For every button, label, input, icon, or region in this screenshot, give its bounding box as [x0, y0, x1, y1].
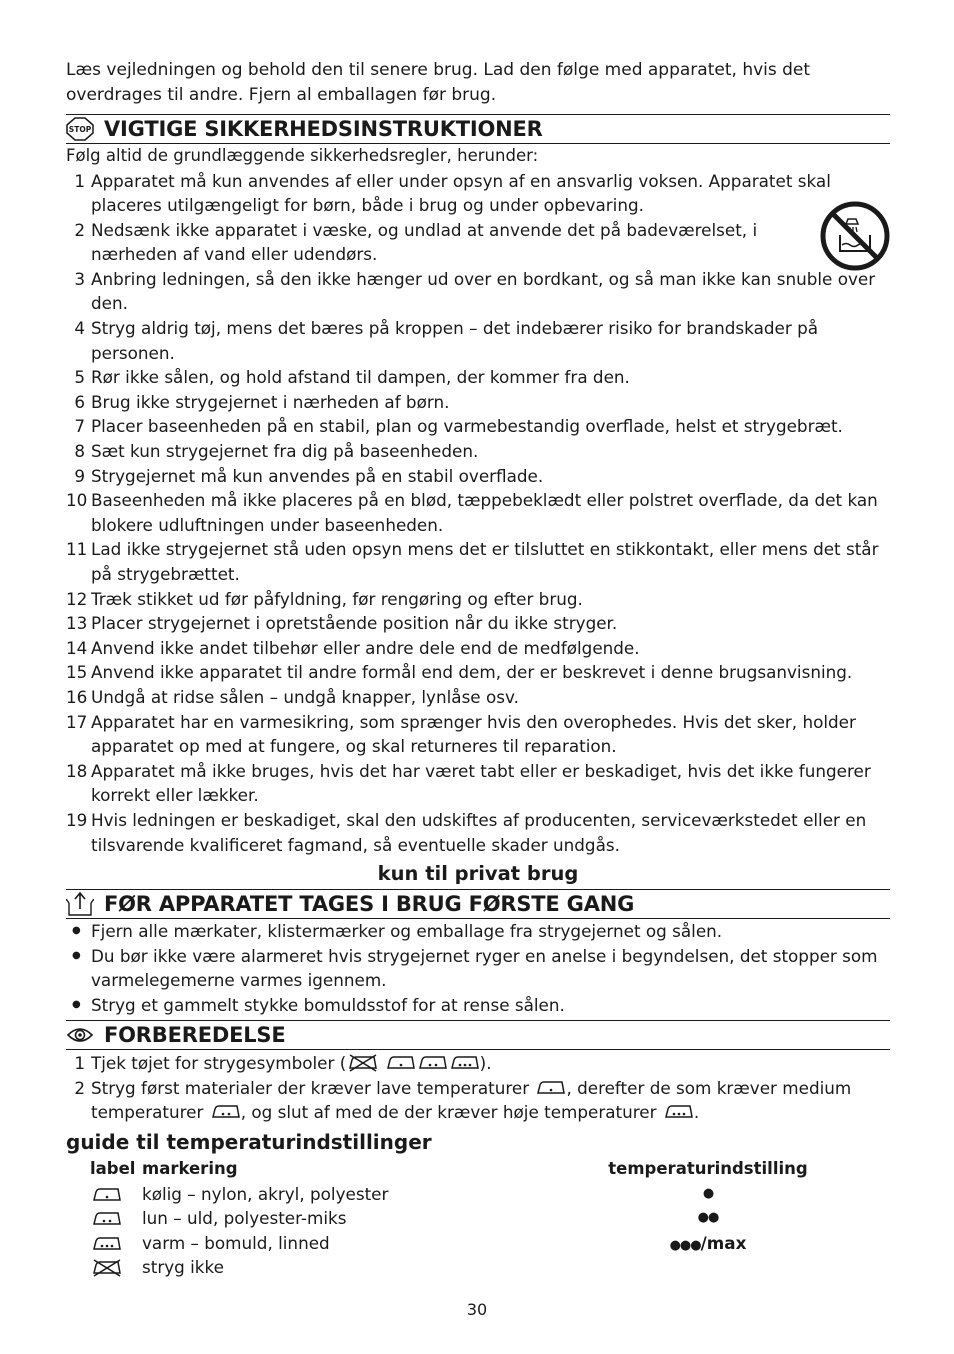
setting-value: ●	[702, 1185, 714, 1201]
safety-title: VIGTIGE SIKKERHEDSINSTRUKTIONER	[104, 117, 543, 141]
list-item: 12 Træk stikket ud før påfyldning, før rengøring og efter brug.	[66, 588, 583, 609]
list-item: 9 Strygejernet må kun anvendes på en stabil overflade.	[74, 465, 544, 486]
before-use-list	[66, 919, 890, 1017]
page-number: 30	[466, 1300, 488, 1319]
list-item: 3 Anbring ledningen, så den ikke hænger ud over en bordkant, og så man ikke kan snuble over den.	[74, 268, 876, 314]
list-item: 11 Lad ikke strygejernet stå uden opsyn mens det er tilsluttet en stikkontakt, eller mens det står på strygebrættet.	[66, 539, 879, 584]
list-item: 1 Tjek tøjet for strygesymboler ( ).	[74, 1053, 492, 1074]
list-item: 13 Placer strygejernet i opretstående position når du ikke stryger.	[66, 613, 618, 634]
list-item: ● Du bør ikke være alarmeret hvis strygejernet ryger en anelse i begyndelsen, det stopper som varmelegemerne varmes igennem.	[66, 944, 890, 993]
manual-page	[66, 58, 890, 1280]
list-item: 2 Nedsænk ikke apparatet i væske, og undlad at anvende det på badeværelset, i nærheden af vand eller udendørs.	[74, 219, 758, 265]
safety-list	[66, 169, 890, 858]
table-header-row	[66, 1157, 890, 1182]
table-row	[66, 1206, 890, 1231]
list-item: 19 Hvis ledningen er beskadiget, skal den udskiftes af producenten, serviceværkstedet eller en tilsvarende kvalificeret fagmand, så eventuelle skader undgås.	[66, 809, 867, 855]
no-iron-icon	[90, 1259, 122, 1277]
col-label-header: label	[90, 1158, 136, 1178]
list-item: 15 Anvend ikke apparatet til andre formål end dem, der er beskrevet i denne brugsanvisning.	[66, 662, 853, 683]
col-marking-header: markering	[142, 1158, 238, 1178]
iron-2-dot-icon	[209, 1103, 241, 1121]
iron-3-dot-icon	[448, 1054, 480, 1072]
list-item: 6 Brug ikke strygejernet i nærheden af børn.	[74, 391, 450, 412]
list-item: 18 Apparatet må ikke bruges, hvis det har været tabt eller er beskadiget, hvis det ikke fungerer korrekt eller lækker.	[66, 760, 871, 806]
marking-text: stryg ikke	[142, 1257, 224, 1278]
table-row	[66, 1182, 890, 1207]
iron-1-dot-icon	[384, 1054, 416, 1072]
table-row	[66, 1255, 890, 1280]
iron-1-dot-icon	[534, 1079, 566, 1097]
unpack-box-icon	[66, 891, 94, 917]
before-use-section-header	[66, 889, 890, 919]
list-item: 7 Placer baseenheden på en stabil, plan og varmebestandig overflade, helst et strygebræt.	[74, 416, 843, 437]
intro-text: Læs vejledningen og behold den til senere brug. Lad den følge med apparatet, hvis det overdrages til andre. Fjern al emballagen før brug.	[66, 60, 811, 105]
marking-text: varm – bomuld, linned	[142, 1232, 330, 1253]
safety-lead: Følg altid de grundlæggende sikkerhedsregler, herunder:	[66, 146, 539, 165]
list-item: 8 Sæt kun strygejernet fra dig på baseenheden.	[74, 441, 479, 462]
before-use-title: FØR APPARATET TAGES I BRUG FØRSTE GANG	[104, 892, 635, 917]
iron-3-dot-icon	[90, 1235, 122, 1253]
svg-text:STOP: STOP	[68, 125, 92, 134]
preparation-section-header	[66, 1020, 890, 1050]
marking-text: kølig – nylon, akryl, polyester	[142, 1183, 389, 1204]
list-item: 2 Stryg først materialer der kræver lave temperaturer , derefter de som kræver medium temperaturer , og slut af med de der kræver høje temperaturer .	[74, 1077, 852, 1123]
setting-value: ●●●/max	[669, 1232, 747, 1253]
iron-2-dot-icon	[90, 1210, 122, 1228]
list-item: 14 Anvend ikke andet tilbehør eller andre dele end de medfølgende.	[66, 637, 640, 658]
list-item: ● Fjern alle mærkater, klistermærker og emballage fra strygejernet og sålen.	[66, 919, 890, 944]
preparation-title: FORBEREDELSE	[104, 1023, 286, 1048]
temperature-guide-table	[66, 1157, 890, 1280]
iron-3-dot-icon	[662, 1103, 694, 1121]
private-use-note: kun til privat brug	[377, 862, 579, 886]
preparation-list	[66, 1051, 890, 1125]
list-item: 1 Apparatet må kun anvendes af eller under opsyn af en ansvarlig voksen. Apparatet skal placeres utilgængeligt for børn, både i brug og under opbevaring.	[74, 170, 831, 216]
list-item: ● Stryg et gammelt stykke bomuldsstof for at rense sålen.	[66, 993, 890, 1018]
guide-title: guide til temperaturindstillinger	[66, 1129, 432, 1154]
list-item: 17 Apparatet har en varmesikring, som sprænger hvis den overophedes. Hvis det sker, holder apparatet op med at fungere, og skal returneres til reparation.	[66, 711, 856, 757]
no-iron-icon	[346, 1054, 378, 1072]
table-row	[66, 1231, 890, 1256]
no-water-bathroom-icon	[820, 201, 890, 271]
setting-value: ●●	[697, 1210, 719, 1226]
list-item: 5 Rør ikke sålen, og hold afstand til dampen, der kommer fra den.	[74, 367, 630, 388]
stop-sign-icon	[66, 117, 94, 141]
iron-1-dot-icon	[90, 1186, 122, 1204]
eye-icon	[66, 1025, 94, 1045]
col-setting-header: temperaturindstilling	[608, 1158, 808, 1178]
safety-section-header	[66, 114, 890, 144]
marking-text: lun – uld, polyester-miks	[142, 1208, 347, 1229]
list-item: 10 Baseenheden må ikke placeres på en blød, tæppebeklædt eller polstret overflade, da det kan blokere udluftningen under baseenheden.	[66, 490, 878, 535]
list-item: 16 Undgå at ridse sålen – undgå knapper, lynlåse osv.	[66, 686, 519, 707]
iron-2-dot-icon	[416, 1054, 448, 1072]
list-item: 4 Stryg aldrig tøj, mens det bæres på kroppen – det indebærer risiko for brandskader på personen.	[74, 318, 819, 363]
